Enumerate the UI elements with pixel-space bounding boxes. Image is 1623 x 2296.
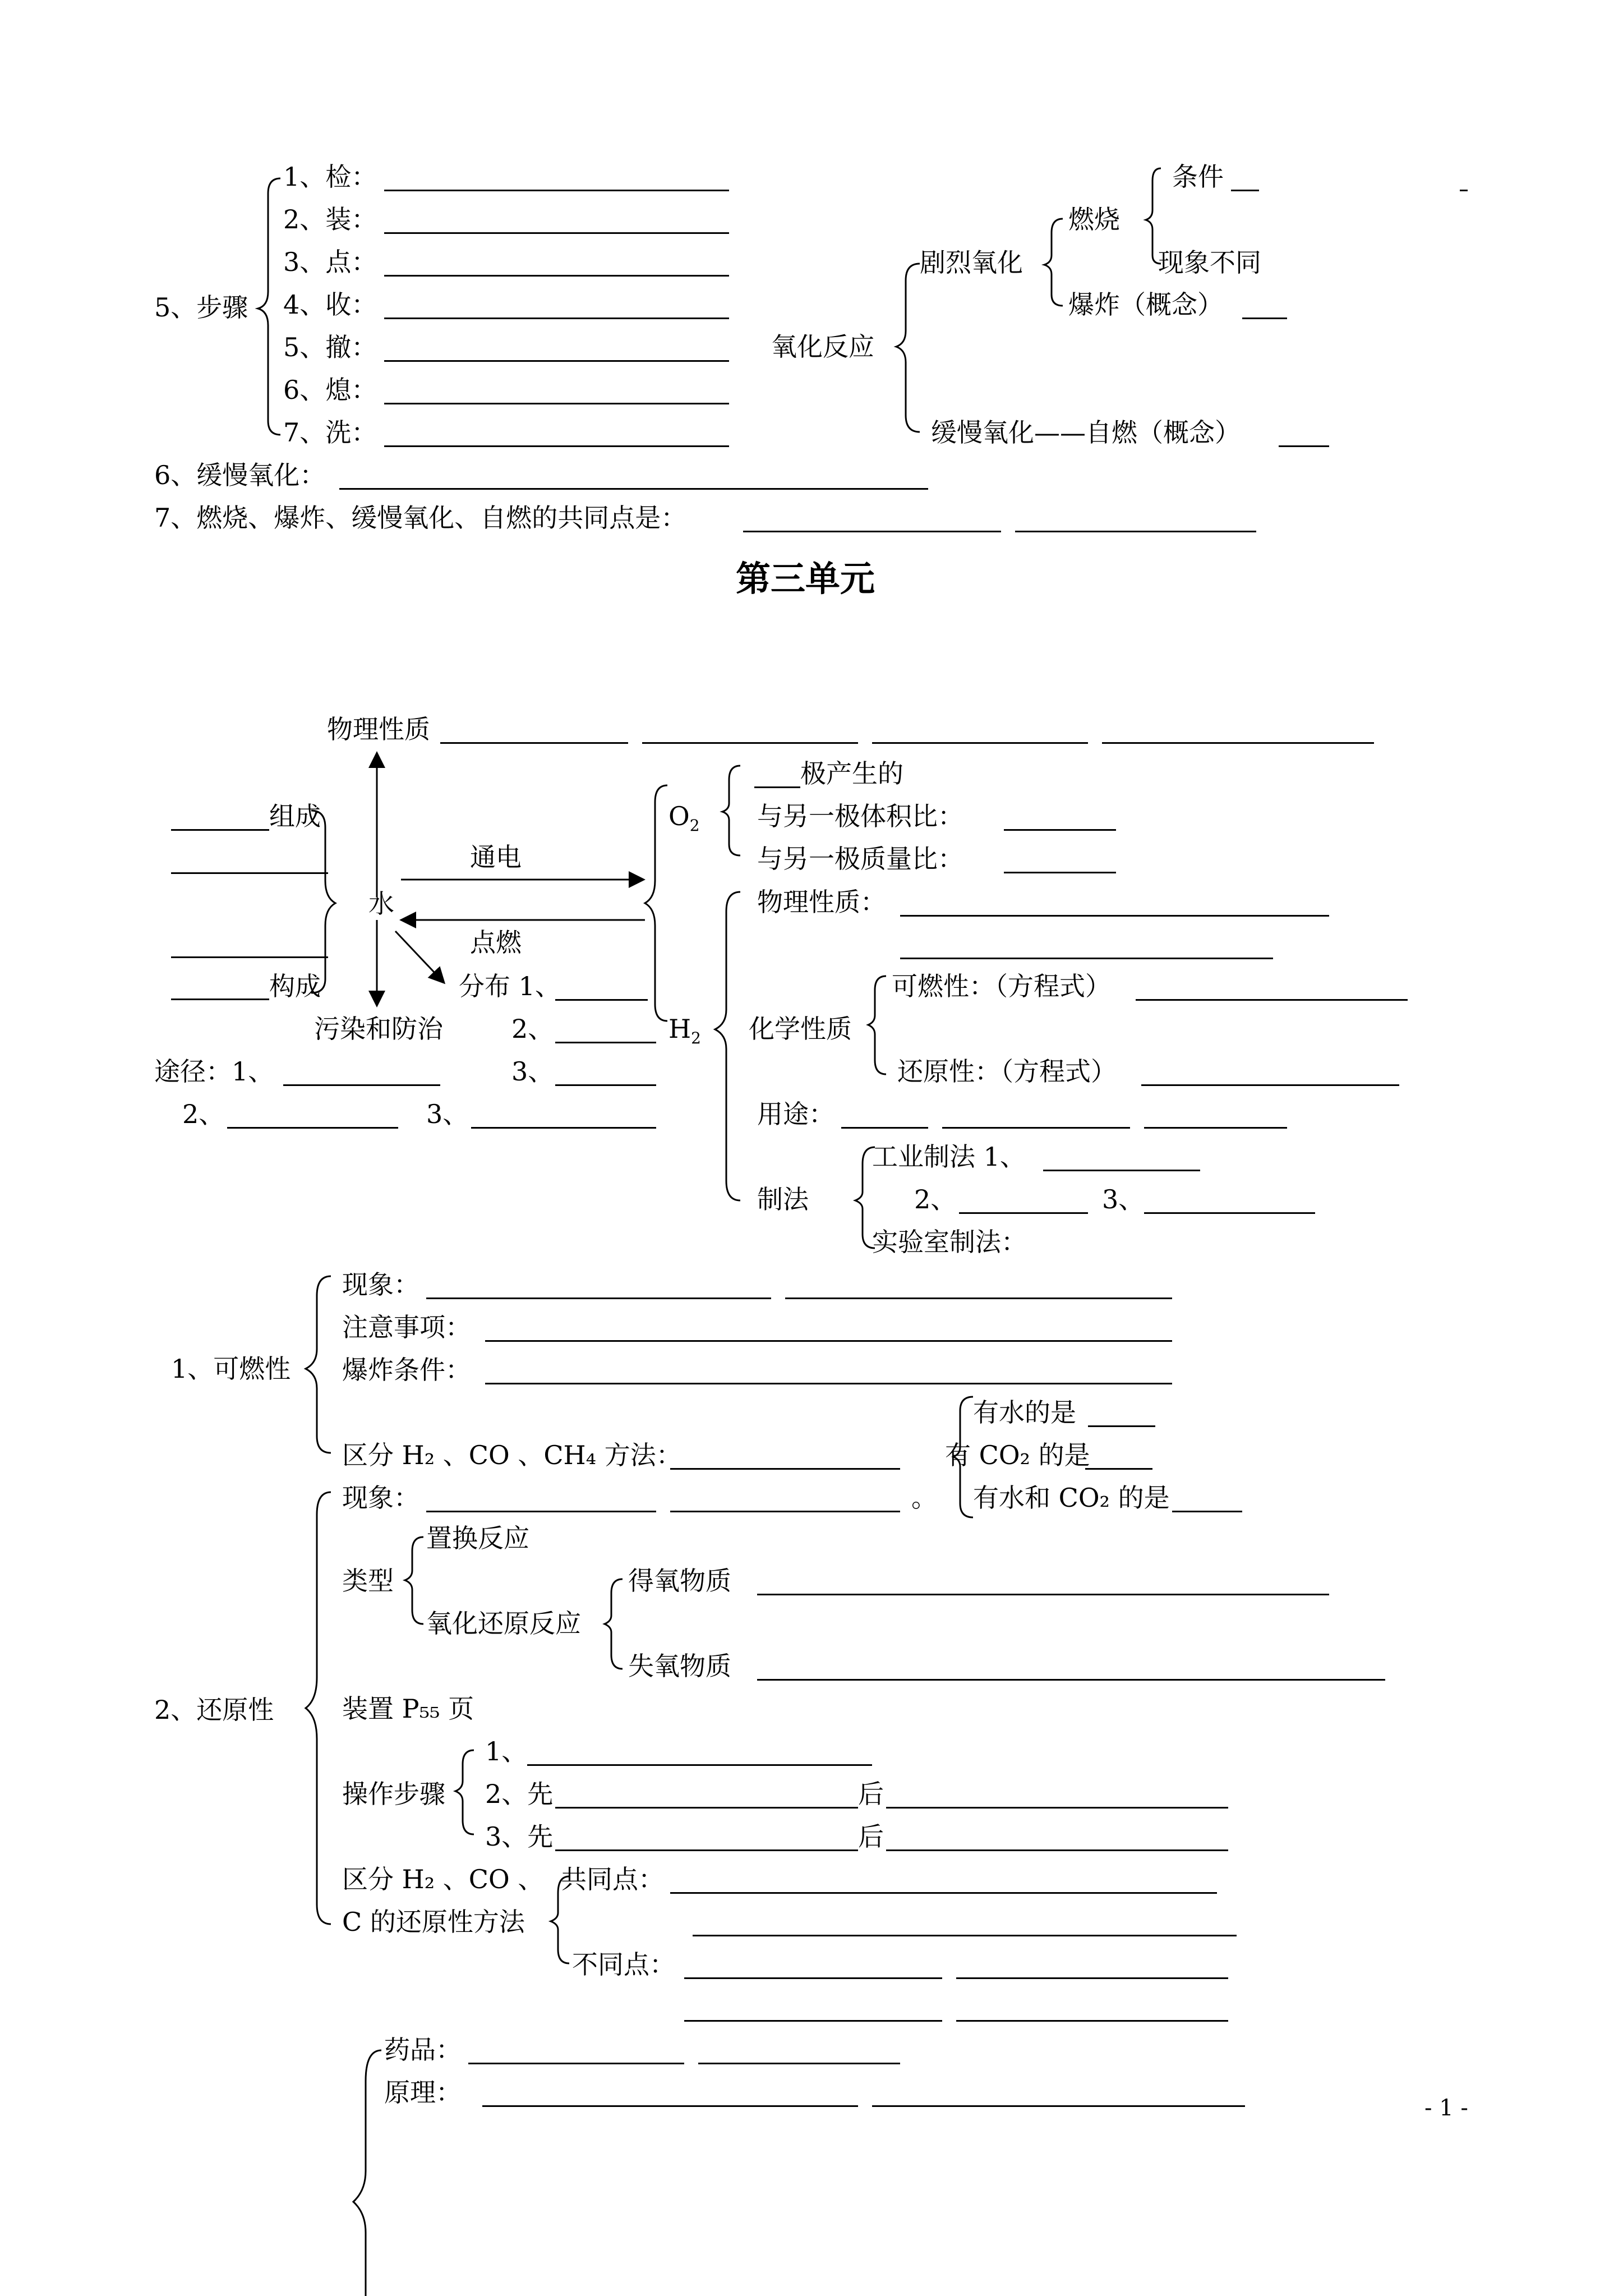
distribution-2: 2、 bbox=[511, 1014, 554, 1044]
h2-physical: 物理性质： bbox=[757, 887, 886, 917]
comb-notes: 注意事项： bbox=[342, 1312, 471, 1342]
products-brace bbox=[645, 785, 667, 1021]
red-lose: 失氧物质 bbox=[628, 1651, 731, 1681]
water-physical: 物理性质 bbox=[327, 714, 430, 744]
red-op3-blank-2[interactable] bbox=[886, 1849, 1228, 1851]
composed-of: 组成 bbox=[269, 801, 321, 831]
red-op3-after: 后 bbox=[858, 1821, 884, 1852]
comb-water-only-blank[interactable] bbox=[1088, 1425, 1155, 1427]
lab-principle-blank-2[interactable] bbox=[872, 2105, 1245, 2107]
ways-blank-3[interactable] bbox=[471, 1127, 656, 1129]
comb-phenomenon-blank-2[interactable] bbox=[785, 1297, 1172, 1299]
comb-co2-only: 有 CO₂ 的是 bbox=[945, 1440, 1090, 1470]
comb-notes-blank[interactable] bbox=[485, 1340, 1172, 1342]
lab-drugs-blank-2[interactable] bbox=[698, 2063, 900, 2064]
distribution-blank-3[interactable] bbox=[555, 1084, 656, 1086]
composition-blank-3[interactable] bbox=[171, 956, 328, 958]
o2-item-3: 与另一极质量比： bbox=[757, 844, 963, 874]
red-diff-blank-2[interactable] bbox=[956, 1977, 1228, 1979]
red-lose-blank[interactable] bbox=[757, 1679, 1385, 1681]
red-diff-blank-1[interactable] bbox=[684, 1977, 942, 1979]
made-blank[interactable] bbox=[171, 999, 269, 1000]
o2-volume-blank[interactable] bbox=[1004, 829, 1116, 831]
o2-electrode-blank[interactable] bbox=[754, 786, 800, 788]
red-gain: 得氧物质 bbox=[628, 1566, 731, 1596]
red-label: 2、还原性 bbox=[154, 1695, 274, 1725]
made-of: 构成 bbox=[269, 971, 321, 1001]
red-displacement: 置换反应 bbox=[426, 1523, 529, 1553]
lab-brace bbox=[353, 2050, 381, 2296]
steps-label: 5、步骤 bbox=[154, 292, 248, 323]
step-5: 5、撤： bbox=[283, 332, 377, 362]
red-phenomenon-blank-2[interactable] bbox=[670, 1511, 900, 1512]
red-diff: 不同点： bbox=[572, 1949, 675, 1980]
o2-label: $O_2$ bbox=[668, 801, 700, 835]
red-common: 共同点： bbox=[561, 1864, 664, 1894]
red-op3: 3、先 bbox=[485, 1821, 554, 1852]
composed-blank[interactable] bbox=[171, 829, 269, 831]
h2-prep: 制法 bbox=[757, 1184, 809, 1214]
electrolysis-label: 通电 bbox=[470, 842, 522, 872]
h2-uses-blank-3[interactable] bbox=[1144, 1127, 1287, 1129]
step-1-blank[interactable] bbox=[384, 190, 729, 191]
composition-blank-2[interactable] bbox=[171, 872, 328, 874]
red-op2-blank-2[interactable] bbox=[886, 1807, 1228, 1809]
condition: 条件 bbox=[1172, 162, 1224, 192]
q7-blank-2[interactable] bbox=[1015, 531, 1256, 532]
oxygen-brace bbox=[605, 1579, 623, 1669]
red-diff-blank-3[interactable] bbox=[684, 2020, 942, 2022]
ignite-label: 点燃 bbox=[470, 927, 522, 958]
ways-3: 3、 bbox=[426, 1099, 469, 1129]
comb-explosion-blank[interactable] bbox=[485, 1383, 1172, 1384]
h2-reducibility-blank[interactable] bbox=[1141, 1084, 1399, 1086]
h2-physical-blank-1[interactable] bbox=[900, 915, 1329, 917]
h2-lab: 实验室制法： bbox=[872, 1227, 1027, 1257]
comb-explosion: 爆炸条件： bbox=[342, 1355, 471, 1385]
red-redox: 氧化还原反应 bbox=[426, 1608, 581, 1639]
ops-brace bbox=[455, 1750, 474, 1834]
red-brace bbox=[306, 1492, 331, 1924]
ways-1: 途径：1、 bbox=[154, 1056, 274, 1087]
pollution: 污染和防治 bbox=[314, 1014, 443, 1044]
step-5-blank[interactable] bbox=[384, 360, 729, 362]
distribution-1: 分布 1、 bbox=[459, 971, 561, 1001]
h2-physical-blank-2[interactable] bbox=[900, 958, 1273, 959]
h2-industrial-blank-1[interactable] bbox=[1043, 1170, 1200, 1171]
h2-industrial: 工业制法 1、 bbox=[872, 1142, 1026, 1172]
ways-blank-1[interactable] bbox=[283, 1084, 440, 1086]
o2-brace bbox=[722, 766, 740, 855]
red-type: 类型 bbox=[342, 1566, 394, 1596]
water-physical-blank-1[interactable] bbox=[440, 742, 628, 744]
unit-title: 第三单元 bbox=[736, 558, 875, 599]
lab-principle: 原理： bbox=[384, 2077, 462, 2108]
h2-industrial-blank-3[interactable] bbox=[1144, 1212, 1315, 1214]
red-op3-blank-1[interactable] bbox=[555, 1849, 858, 1851]
red-gain-blank[interactable] bbox=[757, 1594, 1329, 1595]
phenomenon-different: 现象不同 bbox=[1158, 247, 1261, 278]
distribution-blank-2[interactable] bbox=[555, 1042, 656, 1043]
h2-uses-blank-2[interactable] bbox=[942, 1127, 1130, 1129]
h2-combustibility: 可燃性：（方程式） bbox=[892, 971, 1111, 1001]
condition-end-mark bbox=[1460, 190, 1468, 191]
red-op1: 1、 bbox=[485, 1736, 528, 1766]
lab-principle-blank-1[interactable] bbox=[482, 2105, 858, 2107]
red-op2-blank-1[interactable] bbox=[555, 1807, 858, 1809]
step-4-blank[interactable] bbox=[384, 318, 729, 319]
o2-item-2: 与另一极体积比： bbox=[757, 801, 963, 831]
violent-oxidation: 剧烈氧化 bbox=[920, 247, 1023, 278]
red-phenomenon: 现象： bbox=[342, 1483, 419, 1513]
red-diff-blank-4[interactable] bbox=[956, 2020, 1228, 2022]
h2-uses-blank-1[interactable] bbox=[841, 1127, 928, 1129]
step-7-blank[interactable] bbox=[384, 445, 729, 447]
arrow-distribution bbox=[395, 931, 443, 982]
comb-brace bbox=[306, 1276, 331, 1453]
comb-label: 1、可燃性 bbox=[171, 1354, 291, 1384]
comb-phenomenon: 现象： bbox=[342, 1269, 419, 1300]
red-phenomenon-blank-1[interactable] bbox=[426, 1511, 656, 1512]
water-center: 水 bbox=[368, 889, 394, 919]
red-common-blank-2[interactable] bbox=[693, 1935, 1237, 1936]
ways-blank-2[interactable] bbox=[227, 1127, 398, 1129]
violent-brace bbox=[1044, 219, 1063, 306]
distribution-3: 3、 bbox=[511, 1056, 554, 1087]
q7-blank-1[interactable] bbox=[743, 531, 1001, 532]
water-physical-blank-4[interactable] bbox=[1102, 742, 1374, 744]
red-op2-after: 后 bbox=[858, 1779, 884, 1809]
lab-drugs-blank-1[interactable] bbox=[468, 2063, 684, 2064]
composition-brace bbox=[311, 811, 335, 993]
h2-chemical: 化学性质 bbox=[749, 1014, 852, 1044]
step-3-blank[interactable] bbox=[384, 275, 729, 277]
comb-phenomenon-blank-1[interactable] bbox=[426, 1297, 771, 1299]
red-distinguish-1: 区分 H₂ 、CO 、 bbox=[342, 1864, 544, 1894]
h2-industrial-2: 2、 bbox=[914, 1184, 957, 1214]
slow-blank[interactable] bbox=[1279, 445, 1329, 447]
oxidation-brace bbox=[896, 264, 920, 432]
condition-blank[interactable] bbox=[1231, 190, 1259, 191]
red-op2: 2、先 bbox=[485, 1779, 554, 1809]
water-physical-blank-3[interactable] bbox=[872, 742, 1088, 744]
comb-both: 有水和 CO₂ 的是 bbox=[973, 1483, 1170, 1513]
comb-distinguish: 区分 H₂ 、CO 、CH₄ 方法： bbox=[342, 1440, 682, 1470]
oxidation-root: 氧化反应 bbox=[771, 332, 874, 362]
step-7: 7、洗： bbox=[283, 417, 377, 448]
explosion-blank[interactable] bbox=[1242, 318, 1287, 319]
ways-2: 2、 bbox=[182, 1099, 225, 1129]
red-op1-blank[interactable] bbox=[527, 1764, 872, 1766]
h2-uses: 用途： bbox=[757, 1099, 834, 1129]
type-brace bbox=[405, 1537, 423, 1624]
h2-brace bbox=[715, 892, 740, 1200]
step-4: 4、收： bbox=[283, 289, 377, 320]
o2-item-1: 极产生的 bbox=[800, 758, 903, 789]
h2-industrial-3: 3、 bbox=[1102, 1184, 1145, 1214]
red-distinguish-2: C 的还原性方法 bbox=[342, 1907, 525, 1937]
h2-label: $H_2$ bbox=[668, 1014, 701, 1048]
h2-reducibility: 还原性：（方程式） bbox=[897, 1056, 1117, 1087]
page-number: - 1 - bbox=[1424, 2095, 1468, 2121]
comb-both-blank[interactable] bbox=[1172, 1511, 1242, 1512]
q6-label: 6、缓慢氧化： bbox=[154, 460, 326, 490]
lab-drugs: 药品： bbox=[384, 2035, 462, 2065]
red-period: 。 bbox=[911, 1483, 937, 1513]
burning: 燃烧 bbox=[1068, 204, 1120, 234]
comb-co2-only-blank[interactable] bbox=[1085, 1468, 1152, 1470]
q6-blank[interactable] bbox=[339, 488, 928, 490]
steps-brace bbox=[258, 178, 280, 435]
q7-label: 7、燃烧、爆炸、缓慢氧化、自燃的共同点是： bbox=[154, 503, 687, 533]
slow-oxidation: 缓慢氧化——自燃（概念） bbox=[931, 417, 1241, 448]
water-physical-blank-2[interactable] bbox=[642, 742, 858, 744]
h2-combustibility-blank[interactable] bbox=[1136, 999, 1408, 1001]
explosion-concept: 爆炸（概念） bbox=[1068, 289, 1223, 320]
o2-mass-blank[interactable] bbox=[1004, 872, 1116, 873]
red-ops: 操作步骤 bbox=[342, 1779, 445, 1809]
distribution-blank-1[interactable] bbox=[555, 999, 648, 1001]
step-6: 6、熄： bbox=[283, 375, 377, 405]
step-3: 3、点： bbox=[283, 247, 377, 277]
comb-distinguish-blank[interactable] bbox=[670, 1468, 900, 1470]
step-6-blank[interactable] bbox=[384, 403, 729, 404]
comb-water-only: 有水的是 bbox=[973, 1397, 1076, 1428]
chemical-brace bbox=[868, 976, 886, 1074]
step-2: 2、装： bbox=[283, 204, 377, 234]
red-apparatus: 装置 P₅₅ 页 bbox=[342, 1694, 474, 1724]
h2-industrial-blank-2[interactable] bbox=[959, 1212, 1088, 1214]
step-1: 1、检： bbox=[283, 162, 377, 192]
red-common-blank[interactable] bbox=[670, 1892, 1217, 1894]
step-2-blank[interactable] bbox=[384, 232, 729, 234]
